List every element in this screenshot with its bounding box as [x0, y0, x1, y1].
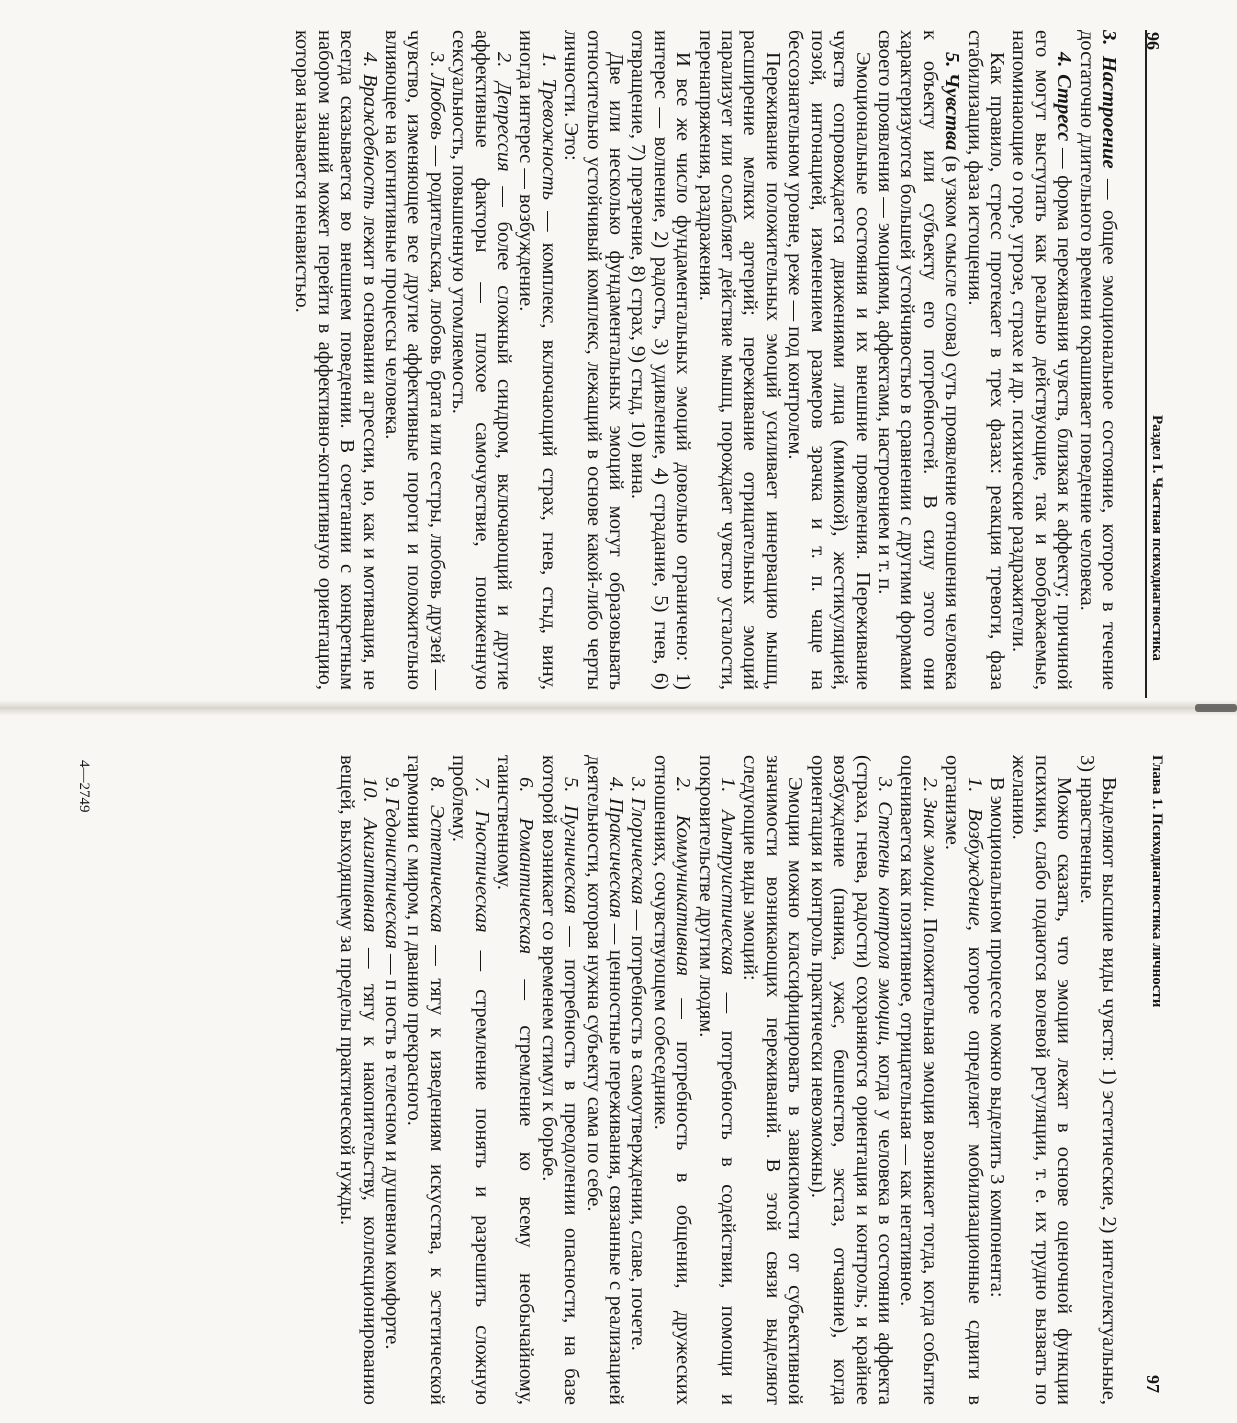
paragraph: 8. Эстетическая — тягу к изведениям искусства, к эстетической гармонии с миром, п дванию прекрасного. — [403, 755, 448, 1405]
paragraph: 2. Депрессия — более сложный синдром, включающий и другие аффективные факторы — плохое самочувствие, пониженную сексуальность, повышенную утомляемость. — [448, 30, 516, 690]
paragraph: 9. Гедонистическая — п ность в телесном и душевном комфорте. — [381, 777, 403, 1350]
paragraph: 10. Акизитивная — тягу к накопительству, коллекционированию вещей, выходящему за пределы практической нужды. — [336, 755, 381, 1405]
paragraph: 5. Пугническая — потребность в преодолении опасности, на базе которой возникает со временем стимул к борьбе. — [537, 755, 583, 1405]
paragraph: Можно сказать, что эмоции лежат в основе оценочной функции психики, слабо подаются волевой регуляции, т. е. их трудно вызвать по желанию. — [1008, 755, 1076, 1405]
paragraph: Выделяют высшие виды чувств: 1) эстетические, 2) интеллектуальные, 3) нравственные. — [1075, 755, 1120, 1405]
chapter-header: Глава 1. Психодиагностика личности — [1149, 755, 1165, 1008]
paragraph: И все же число фундаментальных эмоций довольно ограничено: 1) интерес — волнение, 2) радость, 3) удивление, 4) страдание, 5) гнев, 6) отвращение, 7) презрение, 8) страх, 9) стыд, 10) вина. — [627, 30, 695, 690]
paragraph: 3. Любовь — родительская, любовь брата или сестры, любовь друзей — чувство, изменяющее все другие аффективные пороги и положительно влияющее на когнитивные процессы человека. — [381, 30, 448, 690]
paragraph: 4. Праксическая — ценностные переживания, связанные с реализацией деятельности, которая нужна субъекту сама по себе. — [582, 755, 628, 1406]
top-page-text — [291, 30, 1120, 690]
paragraph: 1. Тревожность — комплекс, включающий страх, гнев, стыд, вину, иногда интерес — возбуждение. — [515, 30, 560, 690]
paragraph: 4. Враждебность лежит в основании агрессии, но, как и мотивация, не всегда сказывается во внешнем поведении. В сочетании с конкретным набором знаний может перейти в аффективно-когнитивную ориентацию, которая называется ненавистью. — [291, 30, 381, 690]
paragraph: Эмоциональные состояния и их внешние проявления. Переживание чувств сопровождается движениями лица (мимикой), жестикуляцией, позой, интонацией, изменением размеров зрачка и т. п. чаще на бессознательном уровне, реже — под контролем. — [784, 30, 874, 690]
page-number-bottom: 97 — [1143, 1375, 1163, 1393]
paragraph: В эмоциональном процессе можно выделить 3 компонента: — [985, 777, 1008, 1298]
paragraph: 1. Возбуждение, которое определяет мобилизационные сдвиги в организме. — [941, 755, 986, 1406]
bottom-page-text — [336, 755, 1120, 1405]
paragraph: Две или несколько фундаментальных эмоций могут образовывать относительно устойчивый комплекс, лежащий в основе какой-либо черты личности. Это: — [560, 30, 628, 690]
paragraph: Как правило, стресс протекает в трех фазах: реакция тревоги, фаза стабилизации, фаза истощения. — [963, 30, 1008, 690]
paragraph: 3. Глорическая — потребность в самоутверждении, славе, почете. — [627, 777, 650, 1351]
paragraph: 3. Степень контроля эмоции, когда у человека в состоянии аффекта (страха, гнева, радости) сохраняются ориентация и контроль; и крайнее возбуждение (паника, ужас, бешенство, экстаз, отчаяние), когда ориентация и контроль практически невозможны). — [806, 755, 896, 1405]
page-number-top: 96 — [1143, 32, 1163, 50]
book-gutter — [0, 700, 1237, 716]
paragraph: 2. Коммуникативная — потребность в общении, дружеских отношениях, сочувствующем собеседнике. — [649, 755, 695, 1406]
paragraph: Переживание положительных эмоций усиливает иннервацию мышц, расширение мелких артерий; переживание отрицательных эмоций парализует или ослабляет действие мышц, порождает чувство усталости, перенапряжения, раздражения. — [694, 30, 784, 690]
paragraph: Эмоции можно классифицировать в зависимости от субъективной значимости возникающих переживаний. В этой связи выделяют следующие виды эмоций: — [739, 755, 807, 1405]
paragraph: 6. Романтическая — стремление ко всему необычайному, таинственному. — [493, 755, 538, 1405]
scan-smudge — [1195, 704, 1237, 712]
paragraph: 4. Стресс — форма переживания чувств, близкая к аффекту; причиной его могут выступать как реально действующие, так и воображаемые, напоминающие о горе, угрозе, страхе и др. психические раздражители. — [1008, 30, 1076, 690]
paragraph: 5. Чувства (в узком смысле слова) суть проявление отношения человека к объекту или субъекту его потребностей. В силу этого они характеризуются большей устойчивостью в сравнении с другими формами своего проявления — эмоциями, аффектами, настроением и т. п. — [873, 30, 964, 690]
header-rule-top — [1145, 30, 1147, 698]
paragraph: 2. Знак эмоции. Положительная эмоция возникает тогда, когда событие оценивается как позитивное, отрицательная — как негативное. — [896, 755, 941, 1406]
paragraph: 7. Гностическая — стремление понять и разрешить сложную проблему. — [448, 755, 493, 1405]
paragraph: 3. Настроение — общее эмоциональное состояние, которое в течение достаточно длительного времени окрашивает поведение человека. — [1075, 30, 1120, 690]
printer-signature: 4—2749 — [76, 760, 92, 813]
paragraph: 1. Альтруистическая — потребность в содействии, помощи и покровительстве другим людям. — [694, 755, 740, 1405]
section-header: Раздел I. Частная психодиагностика — [1149, 415, 1165, 661]
